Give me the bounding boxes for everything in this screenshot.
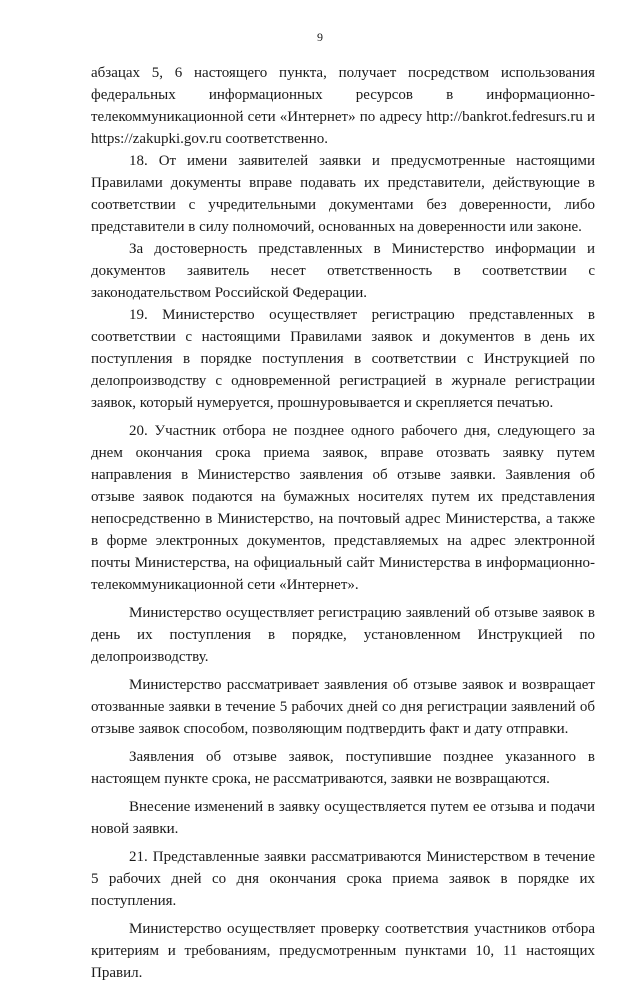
paragraph-withdrawal-review: Министерство рассматривает заявления об отзыве заявок и возвращает отозванные заявки в течение 5 рабочих дней со дня регистрации заявлений об отзыве заявок способом, позволяющим подтвердить факт и дату отправки. [91,677,595,737]
paragraph-withdrawal-registration: Министерство осуществляет регистрацию заявлений об отзыве заявок в день их поступления в порядке, установленном Инструкцией по делопроизводству. [91,605,595,665]
paragraph-continuation: абзацах 5, 6 настоящего пункта, получает посредством использования федеральных информационных ресурсов в информационно-телекоммуникационной сети «Интернет» по адресу http://bankrot.fedresurs.ru и https://zakupki.gov.ru соответственно. [91,65,595,147]
paragraph-late-withdrawal: Заявления об отзыве заявок, поступившие позднее указанного в настоящем пункте срока, не рассматриваются, заявки не возвращаются. [91,749,595,787]
document-body [91,62,595,990]
paragraph-item-19: 19. Министерство осуществляет регистрацию представленных в соответствии с настоящими Правилами заявок и документов в день их поступления в порядке поступления в соответствии с Инструкцией по делопроизводству с одновременной регистрацией в журнале регистрации заявок, который нумеруется, прошнуровывается и скрепляется печатью. [91,307,595,411]
paragraph-eligibility-check: Министерство осуществляет проверку соответствия участников отбора критериям и требованиям, предусмотренным пунктами 10, 11 настоящих Правил. [91,921,595,981]
page-number: 9 [317,30,323,44]
paragraph-reliability: За достоверность представленных в Министерство информации и документов заявитель несет ответственность в соответствии с законодательством Российской Федерации. [91,241,595,301]
paragraph-item-21: 21. Представленные заявки рассматриваются Министерством в течение 5 рабочих дней со дня окончания срока приема заявок в порядке их поступления. [91,849,595,909]
paragraph-item-18: 18. От имени заявителей заявки и предусмотренные настоящими Правилами документы вправе подавать их представители, действующие в соответствии с учредительными документами без доверенности, либо представители в силу полномочий, основанных на доверенности или законе. [91,153,595,235]
paragraph-item-20: 20. Участник отбора не позднее одного рабочего дня, следующего за днем окончания срока приема заявок, вправе отозвать заявку путем направления в Министерство заявления об отзыве заявки. Заявления об отзыве заявок подаются на бумажных носителях путем их представления непосредственно в Министерство, на почтовый адрес Министерства, а также в форме электронных документов, представляемых на адрес электронной почты Министерства, на официальный сайт Министерства в информационно-телекоммуникационной сети «Интернет». [91,423,595,593]
paragraph-amendments: Внесение изменений в заявку осуществляется путем ее отзыва и подачи новой заявки. [91,799,595,837]
